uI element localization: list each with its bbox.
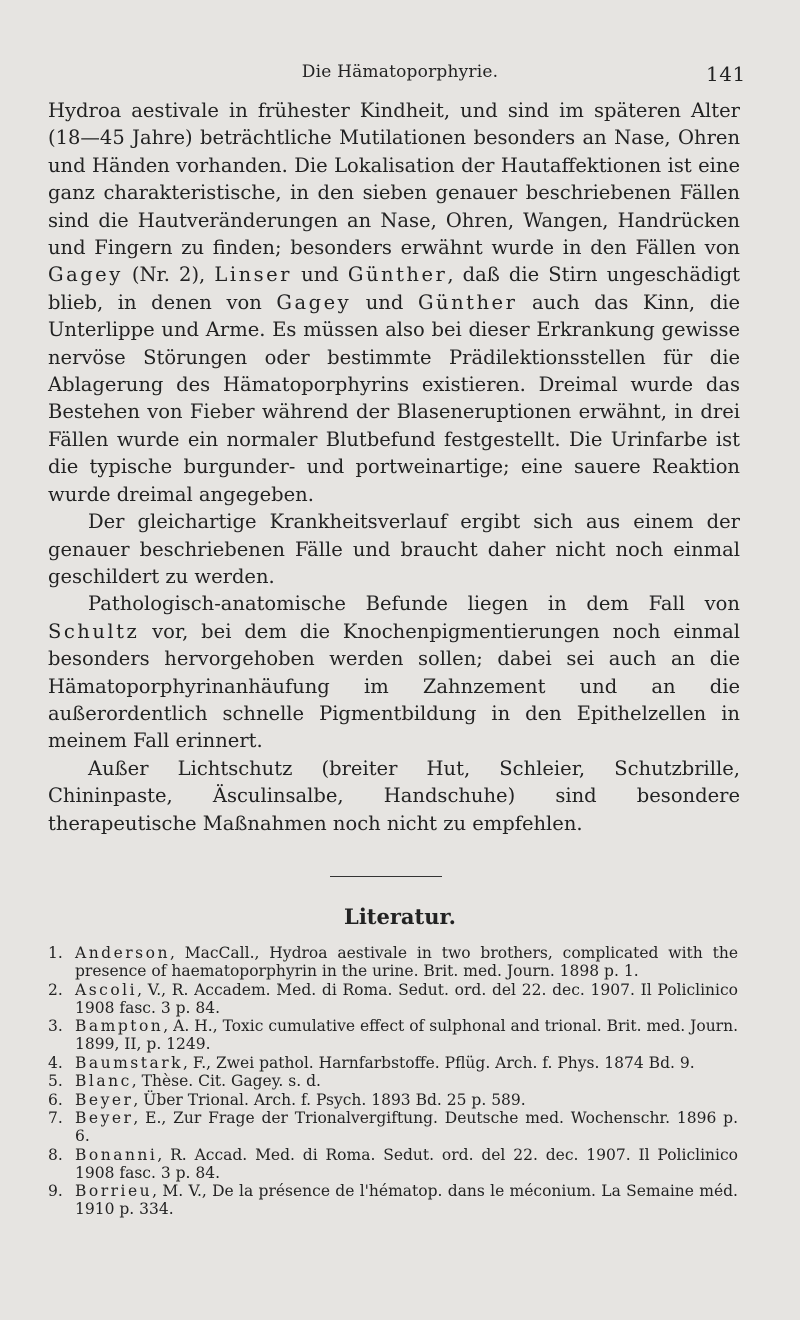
text-run: (Nr. 2), <box>122 263 215 287</box>
paragraph-1 <box>48 97 740 508</box>
reference-item <box>48 1017 738 1053</box>
text-run: und <box>351 290 418 314</box>
author-name: Günther <box>417 290 518 314</box>
author-name: Gagey <box>276 290 352 314</box>
author-name: Gagey <box>48 263 123 287</box>
author-name: Schultz <box>48 619 140 643</box>
paragraph-3 <box>48 590 740 754</box>
reference-item <box>48 1109 738 1145</box>
reference-text: , MacCall., Hydroa aestivale in two brothers, complicated with the presence of haematoporphyrin in the urine. Brit. med. Journ. 1898 p. 1. <box>75 944 738 980</box>
reference-item <box>48 1182 738 1218</box>
reference-author: Blanc <box>75 1072 132 1090</box>
reference-item <box>48 944 738 980</box>
author-name: Günther <box>347 263 448 287</box>
reference-item <box>48 1091 738 1109</box>
running-title: Die Hämatoporphyrie. <box>301 62 499 82</box>
reference-text: , R. Accad. Med. di Roma. Sedut. ord. del 22. dec. 1907. Il Policlinico 1908 fasc. 3 p. 84. <box>75 1145 738 1182</box>
reference-author: Beyer <box>75 1109 134 1127</box>
paragraph-4: Außer Lichtschutz (breiter Hut, Schleier, Schutzbrille, Chininpaste, Äsculinsalbe, Handschuhe) sind besondere therapeutische Maßnahmen noch nicht zu empfehlen. <box>48 756 740 835</box>
body-text <box>48 97 740 837</box>
page-number: 141 <box>706 62 746 86</box>
reference-author: Ascoli <box>75 980 138 999</box>
reference-item <box>48 1054 738 1072</box>
reference-text: , Thèse. Cit. Gagey. s. d. <box>131 1072 321 1090</box>
reference-item <box>48 1072 738 1090</box>
text-run: und <box>292 263 348 287</box>
reference-item <box>48 1146 738 1182</box>
reference-number: 8. <box>48 1145 63 1164</box>
text-run: Hydroa aestivale in frühester Kindheit, und sind im späteren Alter (18—45 Jahre) beträchtliche Mutilationen besonders an Nase, Ohren und Händen vorhanden. Die Lokalisation der Hautaffektionen ist eine ganz charakteristische, in den sieben genauer beschriebenen Fällen sind die Hautveränderungen an Nase, Ohren, Wangen, Handrücken und Fingern zu finden; besonders erwähnt wurde in den Fällen von <box>48 99 740 260</box>
reference-number: 7. <box>48 1109 63 1127</box>
section-divider <box>330 876 442 877</box>
reference-number: 5. <box>48 1072 63 1090</box>
reference-text: , V., R. Accadem. Med. di Roma. Sedut. ord. del 22. dec. 1907. Il Policlinico 1908 fasc. 3 p. 84. <box>75 980 738 1017</box>
reference-author: Bampton <box>75 1017 164 1035</box>
reference-number: 6. <box>48 1090 63 1109</box>
reference-text: , E., Zur Frage der Trionalvergiftung. Deutsche med. Wochenschr. 1896 p. 6. <box>75 1109 738 1145</box>
paragraph-2: Der gleichartige Krankheitsverlauf ergibt sich aus einem der genauer beschriebenen Fälle und braucht daher nicht noch einmal geschildert zu werden. <box>48 510 740 588</box>
reference-list <box>48 944 738 1219</box>
reference-text: , A. H., Toxic cumulative effect of sulphonal and trional. Brit. med. Journ. 1899, II, p. 1249. <box>75 1017 738 1053</box>
reference-author: Anderson <box>75 944 170 962</box>
reference-author: Borrieu <box>75 1182 153 1200</box>
reference-author: Beyer <box>75 1090 134 1109</box>
literature-heading: Literatur. <box>344 904 456 929</box>
text-run: , daß die Stirn ungeschädigt blieb, in denen von <box>48 263 741 314</box>
author-name: Linser <box>214 263 293 287</box>
text-run: auch das Kinn, die Unterlippe und Arme. Es müssen also bei dieser Erkrankung gewisse nervöse Störungen oder bestimmte Prädilektionsstellen für die Ablagerung des Hämatoporphyrins existieren. Dreimal wurde das Bestehen von Fieber während der Blaseneruptionen erwähnt, in drei Fällen wurde ein normaler Blutbefund festgestellt. Die Urinfarbe ist die typische burgunder- und portweinartige; eine sauere Reaktion wurde dreimal angegeben. <box>48 290 740 506</box>
reference-text: , F., Zwei pathol. Harnfarbstoffe. Pflüg. Arch. f. Phys. 1874 Bd. 9. <box>183 1053 695 1072</box>
reference-author: Bonanni <box>75 1145 158 1164</box>
reference-text: , M. V., De la présence de l'hématop. dans le méconium. La Semaine méd. 1910 p. 334. <box>75 1182 738 1218</box>
reference-number: 1. <box>48 944 63 962</box>
reference-number: 9. <box>48 1182 63 1200</box>
text-run: vor, bei dem die Knochenpigmentierungen noch einmal besonders hervorgehoben werden sollen; dabei sei auch an die Hämatoporphyrinanhäufung im Zahnzement und an die außerordentlich schnelle Pigmentbildung in den Epithelzellen in meinem Fall erinnert. <box>48 619 740 753</box>
text-run: Pathologisch-anatomische Befunde liegen in dem Fall von <box>88 592 740 616</box>
reference-number: 3. <box>48 1017 63 1035</box>
reference-text: , Über Trional. Arch. f. Psych. 1893 Bd. 25 p. 589. <box>133 1090 526 1109</box>
reference-number: 4. <box>48 1053 63 1072</box>
reference-number: 2. <box>48 980 63 999</box>
reference-author: Baumstark <box>75 1053 184 1072</box>
reference-item <box>48 981 738 1017</box>
